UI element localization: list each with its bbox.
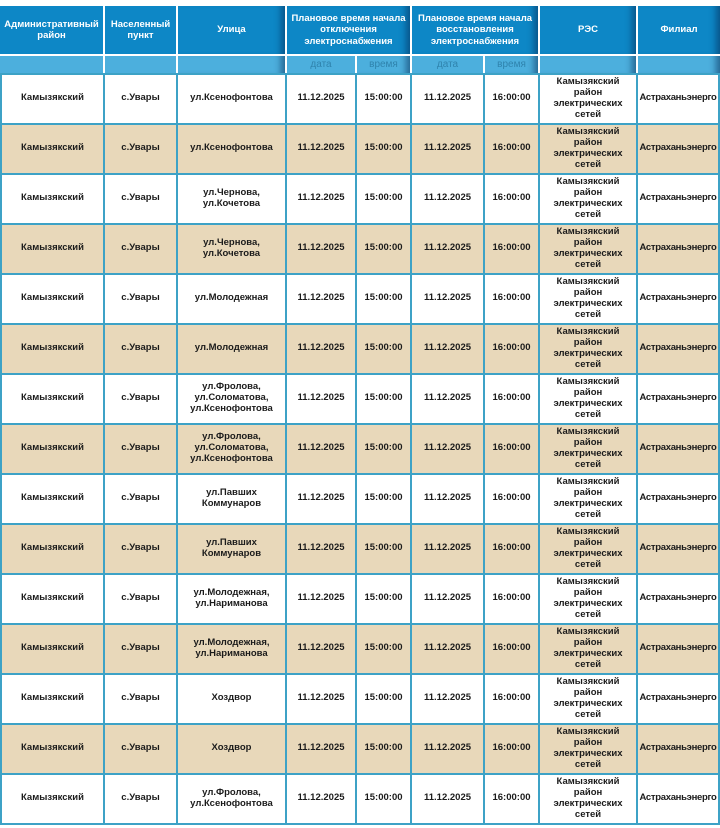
cell-district: Камызякский	[0, 325, 105, 375]
cell-settlement: с.Увары	[105, 425, 178, 475]
cell-restore-time: 16:00:00	[485, 73, 540, 125]
cell-branch: Астраханьэнерго	[638, 425, 720, 475]
col-header-branch: Филиал	[638, 6, 720, 56]
cell-outage-date: 11.12.2025	[287, 625, 357, 675]
cell-restore-date: 11.12.2025	[412, 375, 485, 425]
cell-restore-time: 16:00:00	[485, 575, 540, 625]
cell-branch: Астраханьэнерго	[638, 625, 720, 675]
outage-schedule-table	[0, 6, 720, 825]
cell-restore-date: 11.12.2025	[412, 225, 485, 275]
table-row	[0, 525, 720, 575]
cell-restore-time: 16:00:00	[485, 275, 540, 325]
cell-street: ул.Молодежная	[178, 275, 287, 325]
cell-res: Камызякский район электрических сетей	[540, 73, 638, 125]
cell-outage-time: 15:00:00	[357, 525, 412, 575]
cell-outage-time: 15:00:00	[357, 625, 412, 675]
cell-settlement: с.Увары	[105, 325, 178, 375]
table-row	[0, 475, 720, 525]
page	[0, 6, 720, 828]
cell-restore-time: 16:00:00	[485, 125, 540, 175]
cell-outage-time: 15:00:00	[357, 725, 412, 775]
cell-settlement: с.Увары	[105, 225, 178, 275]
table-row	[0, 625, 720, 675]
cell-outage-date: 11.12.2025	[287, 425, 357, 475]
cell-street: ул.Фролова, ул.Ксенофонтова	[178, 775, 287, 825]
cell-settlement: с.Увары	[105, 175, 178, 225]
subheader-restore-date: дата	[412, 56, 485, 73]
cell-outage-time: 15:00:00	[357, 375, 412, 425]
cell-district: Камызякский	[0, 525, 105, 575]
table-body	[0, 73, 720, 825]
subheader-empty-res	[540, 56, 638, 73]
cell-restore-time: 16:00:00	[485, 525, 540, 575]
cell-outage-date: 11.12.2025	[287, 225, 357, 275]
cell-outage-date: 11.12.2025	[287, 775, 357, 825]
cell-outage-time: 15:00:00	[357, 325, 412, 375]
cell-outage-time: 15:00:00	[357, 425, 412, 475]
cell-district: Камызякский	[0, 725, 105, 775]
cell-restore-time: 16:00:00	[485, 675, 540, 725]
cell-res: Камызякский район электрических сетей	[540, 675, 638, 725]
cell-street: ул.Фролова, ул.Соломатова, ул.Ксенофонтова	[178, 425, 287, 475]
cell-restore-date: 11.12.2025	[412, 425, 485, 475]
subheader-empty-settlement	[105, 56, 178, 73]
cell-restore-date: 11.12.2025	[412, 725, 485, 775]
table-row	[0, 325, 720, 375]
cell-street: Хоздвор	[178, 675, 287, 725]
cell-settlement: с.Увары	[105, 675, 178, 725]
cell-branch: Астраханьэнерго	[638, 225, 720, 275]
table-row	[0, 725, 720, 775]
table-row	[0, 425, 720, 475]
cell-outage-time: 15:00:00	[357, 575, 412, 625]
cell-outage-date: 11.12.2025	[287, 73, 357, 125]
cell-street: ул.Молодежная, ул.Нариманова	[178, 625, 287, 675]
cell-branch: Астраханьэнерго	[638, 775, 720, 825]
cell-res: Камызякский район электрических сетей	[540, 725, 638, 775]
cell-district: Камызякский	[0, 175, 105, 225]
cell-settlement: с.Увары	[105, 125, 178, 175]
cell-street: ул.Павших Коммунаров	[178, 475, 287, 525]
table-row	[0, 675, 720, 725]
cell-restore-date: 11.12.2025	[412, 73, 485, 125]
cell-outage-date: 11.12.2025	[287, 725, 357, 775]
cell-settlement: с.Увары	[105, 625, 178, 675]
table-row	[0, 375, 720, 425]
header-row	[0, 6, 720, 56]
cell-restore-date: 11.12.2025	[412, 325, 485, 375]
cell-restore-time: 16:00:00	[485, 175, 540, 225]
cell-district: Камызякский	[0, 675, 105, 725]
cell-branch: Астраханьэнерго	[638, 725, 720, 775]
cell-restore-date: 11.12.2025	[412, 775, 485, 825]
cell-outage-date: 11.12.2025	[287, 375, 357, 425]
cell-outage-time: 15:00:00	[357, 475, 412, 525]
col-header-settlement: Населенный пункт	[105, 6, 178, 56]
table-row	[0, 775, 720, 825]
cell-outage-date: 11.12.2025	[287, 275, 357, 325]
cell-outage-time: 15:00:00	[357, 73, 412, 125]
cell-res: Камызякский район электрических сетей	[540, 625, 638, 675]
cell-outage-time: 15:00:00	[357, 675, 412, 725]
cell-res: Камызякский район электрических сетей	[540, 375, 638, 425]
cell-restore-time: 16:00:00	[485, 625, 540, 675]
cell-settlement: с.Увары	[105, 575, 178, 625]
col-header-district: Административный район	[0, 6, 105, 56]
cell-restore-date: 11.12.2025	[412, 125, 485, 175]
cell-restore-time: 16:00:00	[485, 775, 540, 825]
cell-settlement: с.Увары	[105, 375, 178, 425]
cell-branch: Астраханьэнерго	[638, 275, 720, 325]
cell-district: Камызякский	[0, 73, 105, 125]
cell-restore-date: 11.12.2025	[412, 275, 485, 325]
cell-outage-time: 15:00:00	[357, 125, 412, 175]
cell-settlement: с.Увары	[105, 475, 178, 525]
cell-outage-date: 11.12.2025	[287, 325, 357, 375]
cell-restore-time: 16:00:00	[485, 425, 540, 475]
cell-outage-date: 11.12.2025	[287, 125, 357, 175]
cell-res: Камызякский район электрических сетей	[540, 225, 638, 275]
cell-res: Камызякский район электрических сетей	[540, 575, 638, 625]
cell-street: ул.Павших Коммунаров	[178, 525, 287, 575]
cell-branch: Астраханьэнерго	[638, 525, 720, 575]
cell-restore-date: 11.12.2025	[412, 575, 485, 625]
col-header-street: Улица	[178, 6, 287, 56]
cell-restore-date: 11.12.2025	[412, 175, 485, 225]
cell-branch: Астраханьэнерго	[638, 375, 720, 425]
cell-district: Камызякский	[0, 625, 105, 675]
cell-settlement: с.Увары	[105, 725, 178, 775]
cell-res: Камызякский район электрических сетей	[540, 125, 638, 175]
col-header-outage-group: Плановое время начала отключения электроснабжения	[287, 6, 412, 56]
cell-outage-time: 15:00:00	[357, 225, 412, 275]
cell-restore-date: 11.12.2025	[412, 475, 485, 525]
cell-branch: Астраханьэнерго	[638, 475, 720, 525]
cell-outage-date: 11.12.2025	[287, 175, 357, 225]
cell-res: Камызякский район электрических сетей	[540, 525, 638, 575]
subheader-outage-date: дата	[287, 56, 357, 73]
cell-res: Камызякский район электрических сетей	[540, 325, 638, 375]
cell-street: ул.Молодежная, ул.Нариманова	[178, 575, 287, 625]
cell-outage-date: 11.12.2025	[287, 525, 357, 575]
cell-district: Камызякский	[0, 375, 105, 425]
cell-branch: Астраханьэнерго	[638, 175, 720, 225]
cell-street: ул.Молодежная	[178, 325, 287, 375]
cell-outage-time: 15:00:00	[357, 775, 412, 825]
cell-restore-time: 16:00:00	[485, 225, 540, 275]
cell-restore-time: 16:00:00	[485, 725, 540, 775]
cell-branch: Астраханьэнерго	[638, 675, 720, 725]
cell-restore-date: 11.12.2025	[412, 525, 485, 575]
col-header-restore-group: Плановое время начала восстановления электроснабжения	[412, 6, 540, 56]
table-row	[0, 125, 720, 175]
subheader-empty-street	[178, 56, 287, 73]
cell-settlement: с.Увары	[105, 775, 178, 825]
table-row	[0, 275, 720, 325]
cell-outage-time: 15:00:00	[357, 275, 412, 325]
cell-district: Камызякский	[0, 775, 105, 825]
table-row	[0, 73, 720, 125]
col-header-res: РЭС	[540, 6, 638, 56]
cell-outage-date: 11.12.2025	[287, 575, 357, 625]
cell-district: Камызякский	[0, 425, 105, 475]
cell-street: ул.Чернова, ул.Кочетова	[178, 175, 287, 225]
cell-district: Камызякский	[0, 225, 105, 275]
subheader-empty-branch	[638, 56, 720, 73]
cell-restore-time: 16:00:00	[485, 325, 540, 375]
cell-district: Камызякский	[0, 475, 105, 525]
cell-street: ул.Ксенофонтова	[178, 125, 287, 175]
cell-res: Камызякский район электрических сетей	[540, 775, 638, 825]
cell-res: Камызякский район электрических сетей	[540, 425, 638, 475]
cell-outage-date: 11.12.2025	[287, 475, 357, 525]
cell-street: Хоздвор	[178, 725, 287, 775]
cell-street: ул.Фролова, ул.Соломатова, ул.Ксенофонтова	[178, 375, 287, 425]
cell-res: Камызякский район электрических сетей	[540, 275, 638, 325]
cell-settlement: с.Увары	[105, 73, 178, 125]
cell-district: Камызякский	[0, 275, 105, 325]
subheader-row	[0, 56, 720, 73]
cell-branch: Астраханьэнерго	[638, 575, 720, 625]
cell-street: ул.Ксенофонтова	[178, 73, 287, 125]
subheader-empty-district	[0, 56, 105, 73]
cell-district: Камызякский	[0, 575, 105, 625]
cell-settlement: с.Увары	[105, 525, 178, 575]
cell-restore-date: 11.12.2025	[412, 625, 485, 675]
subheader-restore-time: время	[485, 56, 540, 73]
table-row	[0, 575, 720, 625]
cell-settlement: с.Увары	[105, 275, 178, 325]
cell-restore-time: 16:00:00	[485, 375, 540, 425]
table-row	[0, 225, 720, 275]
subheader-outage-time: время	[357, 56, 412, 73]
cell-district: Камызякский	[0, 125, 105, 175]
cell-res: Камызякский район электрических сетей	[540, 475, 638, 525]
cell-outage-time: 15:00:00	[357, 175, 412, 225]
cell-restore-date: 11.12.2025	[412, 675, 485, 725]
table-header	[0, 6, 720, 73]
cell-branch: Астраханьэнерго	[638, 325, 720, 375]
cell-restore-time: 16:00:00	[485, 475, 540, 525]
cell-outage-date: 11.12.2025	[287, 675, 357, 725]
cell-res: Камызякский район электрических сетей	[540, 175, 638, 225]
cell-branch: Астраханьэнерго	[638, 125, 720, 175]
cell-street: ул.Чернова, ул.Кочетова	[178, 225, 287, 275]
cell-branch: Астраханьэнерго	[638, 73, 720, 125]
table-row	[0, 175, 720, 225]
